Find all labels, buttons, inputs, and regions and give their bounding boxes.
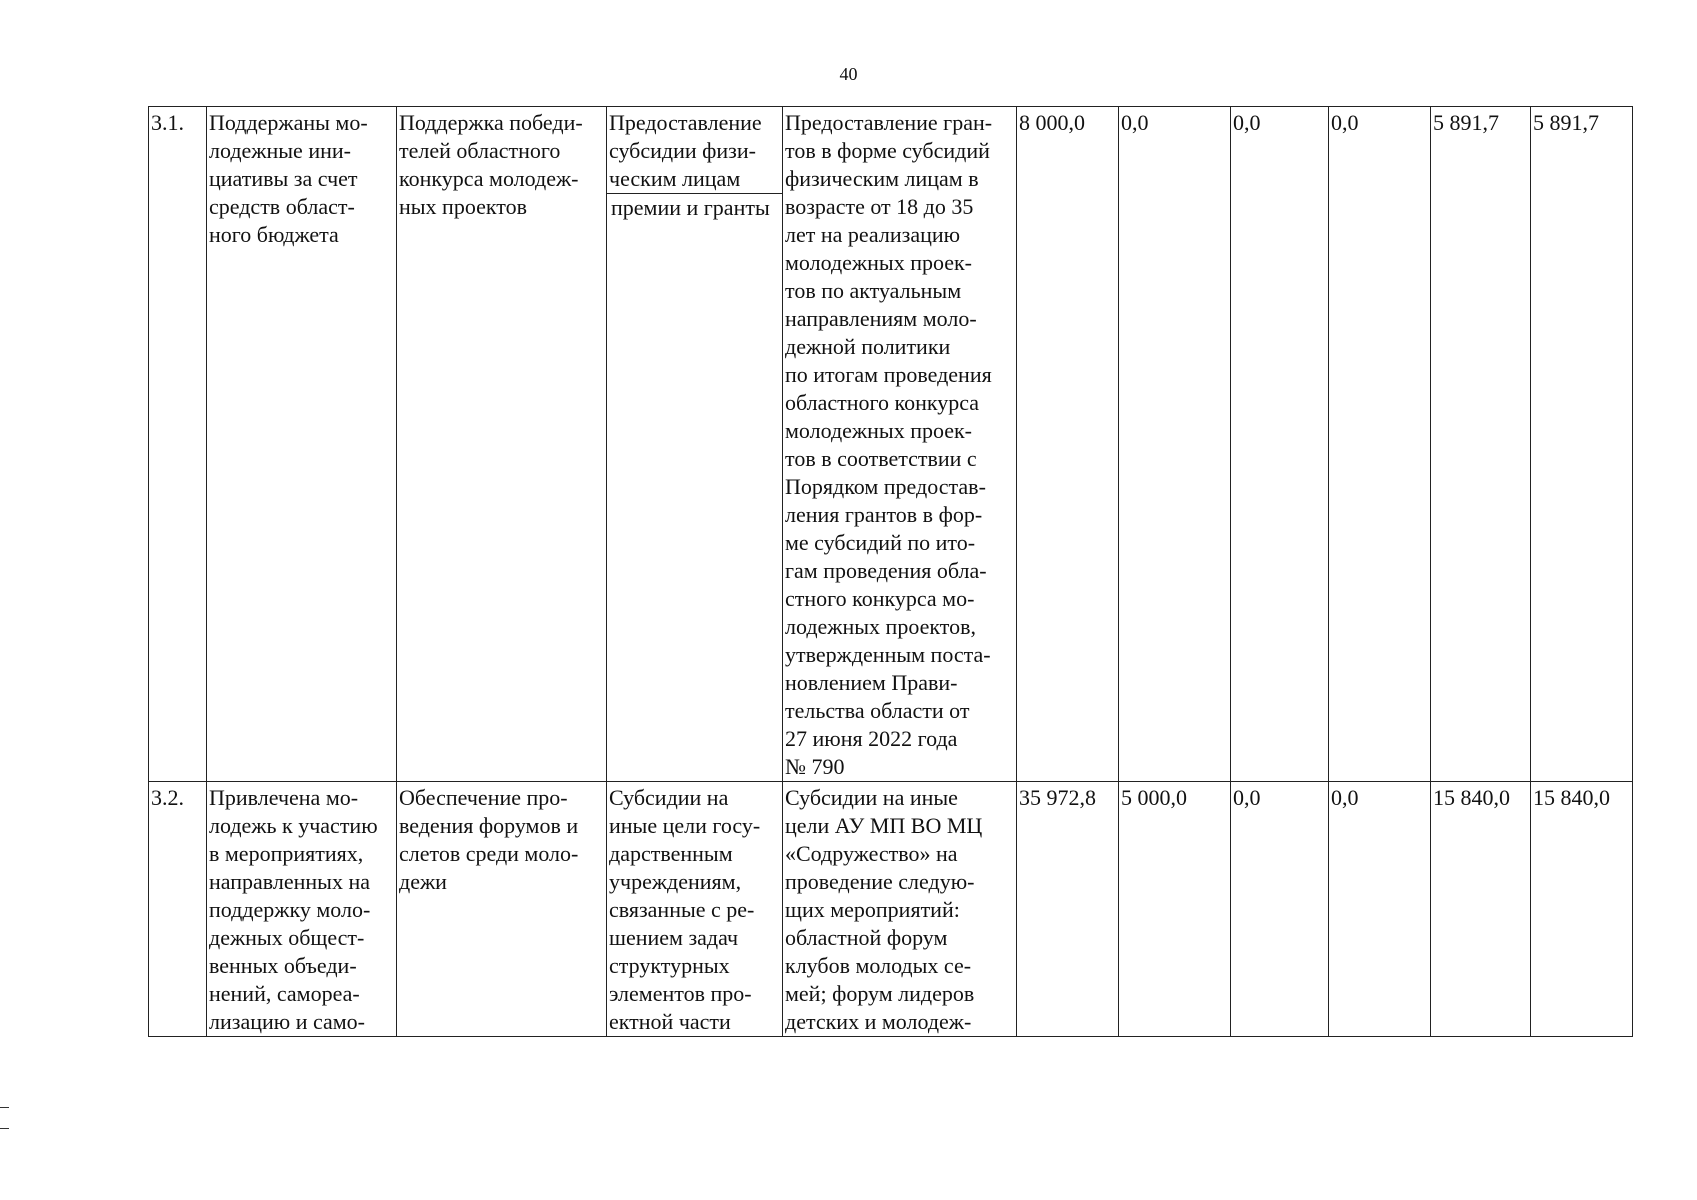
expense-type-main: Предоставление субсидии физи- ческим лицам: [607, 109, 782, 194]
value-cell: 5 891,7: [1531, 107, 1633, 782]
value-cell: 0,0: [1329, 782, 1431, 1037]
table-row: [149, 107, 1633, 782]
expense-type-sub: премии и гранты: [611, 195, 770, 220]
value-cell: 0,0: [1231, 782, 1329, 1037]
row-number-cell: 3.1.: [149, 107, 207, 782]
value-cell: 35 972,8: [1017, 782, 1119, 1037]
value-cell: 8 000,0: [1017, 107, 1119, 782]
result-cell: Поддержаны мо- лодежные ини- циативы за счет средств област- ного бюджета: [207, 107, 397, 782]
row-number-cell: 3.2.: [149, 782, 207, 1037]
value-cell: 5 891,7: [1431, 107, 1531, 782]
table-row: [149, 782, 1633, 1037]
value-cell: 15 840,0: [1431, 782, 1531, 1037]
page-number: 40: [839, 64, 858, 84]
event-cell: Обеспечение про- ведения форумов и слетов среди моло- дежи: [397, 782, 607, 1037]
value-cell: 0,0: [1119, 107, 1231, 782]
budget-table: [148, 106, 1633, 1037]
value-cell: 0,0: [1329, 107, 1431, 782]
margin-tick: [0, 1128, 9, 1129]
description-cell: Субсидии на иные цели АУ МП ВО МЦ «Содружество» на проведение следую- щих мероприятий: областной форум клубов молодых се- мей; форум лидеров детских и молодеж-: [783, 782, 1017, 1037]
value-cell: 5 000,0: [1119, 782, 1231, 1037]
description-cell: Предоставление гран- тов в форме субсидий физическим лицам в возрасте от 18 до 35 лет на реализацию молодежных проек- тов по актуальным направлениям моло- дежной политики по итогам проведения областного конкурса молодежных проек- тов в соответствии с Порядком предостав- ления грантов в фор- ме субсидий по ито- гам проведения обла- стного конкурса мо- лодежных проектов, утвержденным поста- новлением Прави- тельства области от 27 июня 2022 года № 790: [783, 107, 1017, 782]
expense-type-cell: [607, 107, 783, 782]
result-cell: Привлечена мо- лодежь к участию в мероприятиях, направленных на поддержку моло- дежных общест- венных объеди- нений, самореа- лизацию и само-: [207, 782, 397, 1037]
expense-type-cell: Субсидии на иные цели госу- дарственным учреждениям, связанные с ре- шением задач структурных элементов про- ектной части: [607, 782, 783, 1037]
value-cell: 15 840,0: [1531, 782, 1633, 1037]
event-cell: Поддержка победи- телей областного конкурса молодеж- ных проектов: [397, 107, 607, 782]
margin-tick: [0, 1107, 9, 1108]
value-cell: 0,0: [1231, 107, 1329, 782]
